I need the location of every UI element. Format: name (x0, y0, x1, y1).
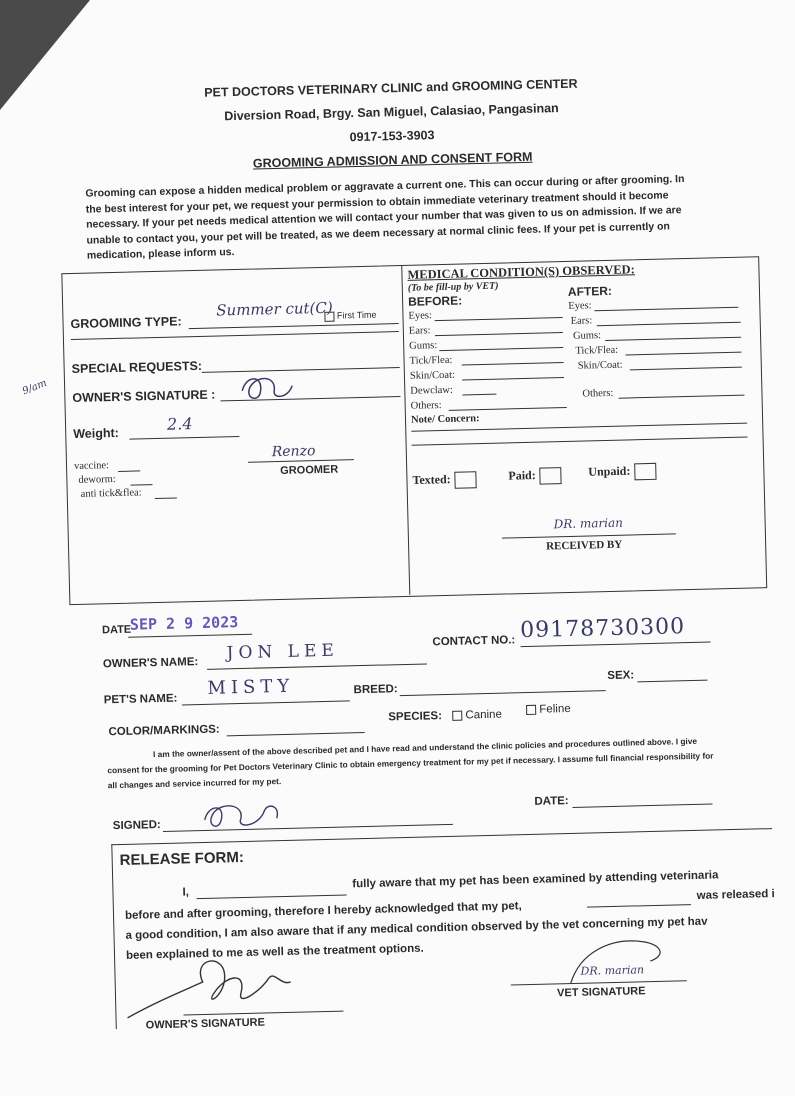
release-text-f: been explained to me as well as the treatment options. (125, 942, 424, 962)
margin-note: 9/am (20, 377, 49, 398)
feline-option[interactable] (526, 703, 571, 716)
clinic-phone: 0917-153-3903 (349, 128, 435, 145)
date-label: DATE (101, 623, 132, 637)
pet-name-value[interactable]: MISTY (207, 675, 295, 699)
received-by-value[interactable]: DR. marian (553, 515, 624, 532)
deworm-label: deworm: (78, 474, 116, 486)
medical-subtitle: (To be fill-up by VET) (407, 280, 499, 294)
release-title: RELEASE FORM: (119, 848, 245, 870)
before-eyes: Eyes: (408, 310, 432, 322)
weight-value[interactable]: 2.4 (166, 414, 193, 434)
intro-paragraph: Grooming can expose a hidden medical problem or aggravate a current one. This can occur during or after grooming. In the best interest for your pet, we request your permission to obtain immediate veterinary treatment should it become necessary. If your pet needs medical attention we will contact your number that was given to us on admission. If we are unable to contact you, your pet will be treated, as we deem necessary at normal clinic fees. If your pet is currently on medication, please inform us. (85, 173, 685, 262)
release-text-a: I, (182, 886, 190, 899)
release-text-d: was released i (696, 888, 775, 902)
after-skin-coat: Skin/Coat: (577, 359, 623, 372)
pet-name-label: PET'S NAME: (103, 692, 178, 707)
species-label: SPECIES: (388, 710, 443, 724)
unpaid-label: Unpaid: (588, 463, 631, 479)
special-requests-label: SPECIAL REQUESTS: (71, 358, 203, 377)
received-by-label: RECEIVED BY (546, 538, 623, 553)
feline-label: Feline (539, 702, 571, 716)
canine-option[interactable] (452, 709, 502, 722)
owner-name-label: OWNER'S NAME: (102, 656, 199, 671)
before-dewclaw: Dewclaw: (410, 384, 454, 397)
groomer-value[interactable]: Renzo (271, 443, 316, 461)
contact-value[interactable]: 09178730300 (519, 614, 686, 644)
before-skin-coat: Skin/Coat: (409, 369, 456, 382)
form-title: GROOMING ADMISSION AND CONSENT FORM (252, 149, 533, 171)
texted-field[interactable] (412, 471, 477, 490)
release-text-e: a good condition, I am also aware that if any medical condition observed by the vet concerning my pet hav (125, 915, 708, 942)
owner-name-value[interactable]: JON LEE (226, 640, 340, 664)
sex-label: SEX: (607, 669, 635, 683)
before-label: BEFORE: (407, 293, 463, 309)
owner-signature-scribble (236, 369, 317, 405)
clinic-address: Diversion Road, Brgy. San Miguel, Calasiao, Pangasinan (224, 101, 559, 124)
medical-title: MEDICAL CONDITION(S) OBSERVED: (407, 262, 635, 282)
after-ears: Ears: (570, 315, 593, 327)
groomer-label: GROOMER (280, 463, 339, 477)
canine-label: Canine (465, 708, 503, 722)
contact-label: CONTACT NO.: (432, 634, 516, 649)
unpaid-field[interactable] (588, 463, 656, 482)
signed-signature-scribble (200, 796, 291, 832)
weight-label: Weight: (73, 425, 120, 442)
owner-signature-label: OWNER'S SIGNATURE : (72, 387, 216, 406)
after-tick-flea: Tick/Flea: (575, 344, 619, 357)
breed-label: BREED: (353, 683, 398, 697)
release-text-c: before and after grooming, therefore I hereby acknowledged that my pet, (124, 900, 522, 922)
owner-release-signature-label: OWNER'S SIGNATURE (145, 1016, 265, 1032)
color-markings-label: COLOR/MARKINGS: (108, 723, 220, 739)
consent-form-sheet (20, 38, 795, 1095)
signed-date-label: DATE: (534, 795, 569, 808)
grooming-type-value[interactable]: Summer cut(C) (216, 298, 333, 320)
after-gums: Gums: (572, 330, 602, 342)
clinic-name: PET DOCTORS VETERINARY CLINIC and GROOMING CENTER (204, 76, 578, 100)
paid-field[interactable] (508, 467, 562, 485)
after-eyes: Eyes: (568, 300, 592, 312)
vet-signature-value[interactable]: DR. marian (580, 963, 645, 978)
note-concern-label: Note/ Concern: (410, 413, 480, 426)
vet-signature-label: VET SIGNATURE (556, 985, 646, 1000)
anti-tick-label: anti tick&flea: (80, 487, 142, 500)
release-text-b: fully aware that my pet has been examined by attending veterinaria (352, 869, 719, 891)
before-gums: Gums: (409, 340, 438, 352)
before-tick-flea: Tick/Flea: (409, 354, 453, 367)
grooming-type-label: GROOMING TYPE: (70, 314, 182, 332)
first-time-checkbox[interactable] (324, 310, 376, 322)
paid-label: Paid: (508, 467, 536, 483)
after-label: AFTER: (567, 283, 613, 299)
before-ears: Ears: (408, 325, 431, 337)
after-others: Others: (582, 387, 614, 400)
texted-label: Texted: (412, 472, 451, 488)
date-stamp: SEP 2 9 2023 (129, 613, 239, 634)
before-others: Others: (410, 400, 442, 412)
consent-paragraph: I am the owner/assent of the above described pet and I have read and understand the clinic policies and procedures outlined above. I give consent for the grooming for Pet Doctors Veterinary Clinic to obtain emergency treatment for my pet if necessary. I assume full financial responsibility for all changes and service incurred for my pet. (107, 735, 714, 791)
signed-label: SIGNED: (112, 819, 161, 833)
vaccine-label: vaccine: (73, 460, 110, 473)
first-time-label: First Time (336, 309, 377, 321)
